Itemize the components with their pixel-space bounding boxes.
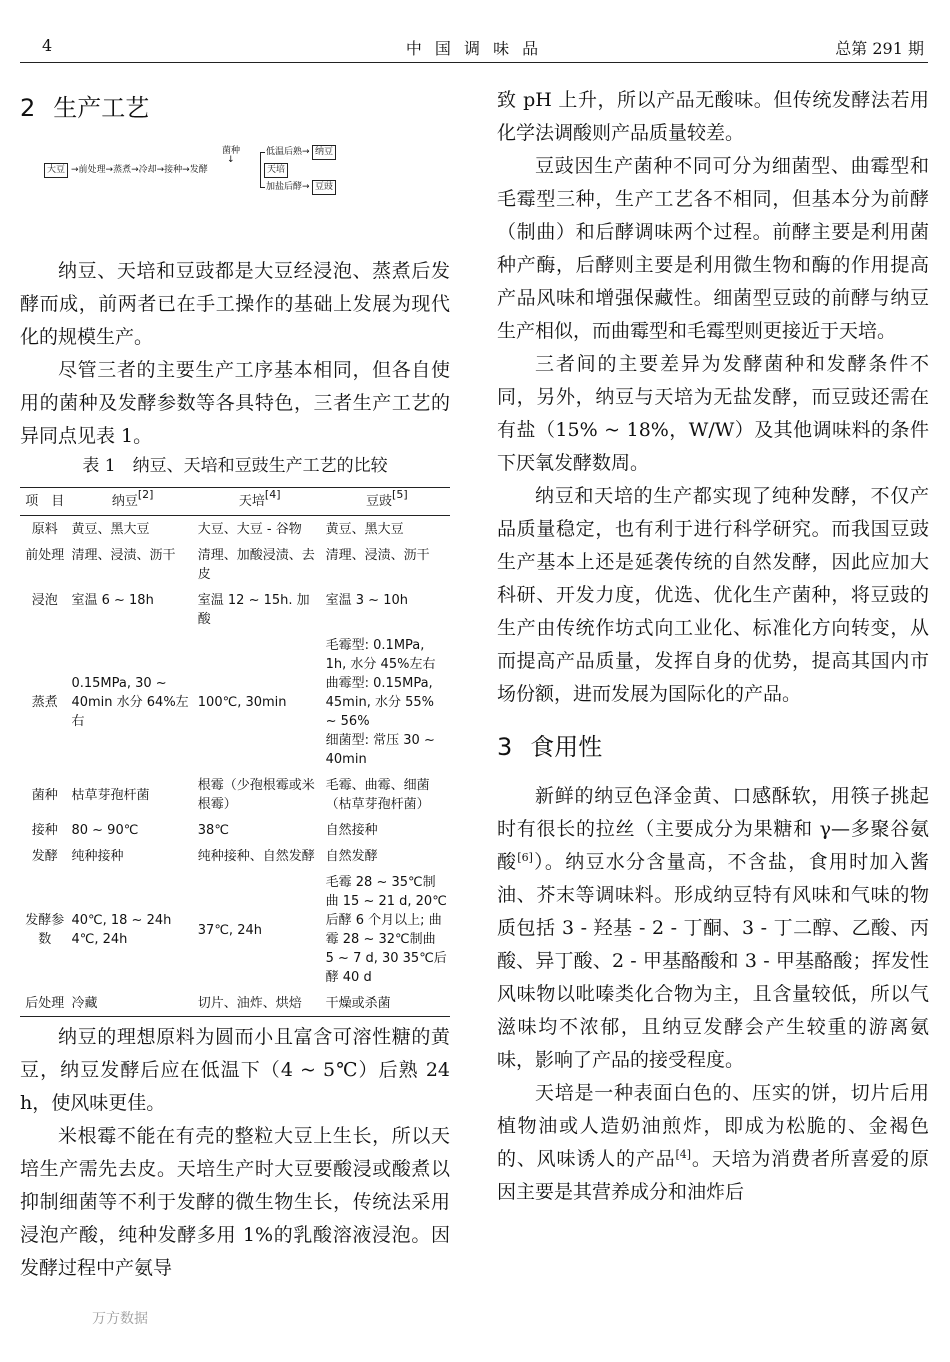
- running-header: [20, 34, 928, 63]
- table-row: 接种 80 ~ 90℃ 38℃ 自然接种: [31, 823, 378, 838]
- journal-title: 中 国 调 味 品: [405, 39, 543, 58]
- page-number: 4: [42, 36, 53, 55]
- flow-soybean-box: 大豆: [44, 163, 68, 178]
- flow-branch-bottom-connector: [260, 187, 265, 188]
- paragraph: 米根霉不能在有壳的整粒大豆上生长，所以天培生产需先去皮。天培生产时大豆要酸浸或酸煮以抑制细菌等不利于发酵的微生物生长，传统法采用浸泡产酸，纯种发酵多用 1%的乳酸溶液浸泡。因发酵过程中产氨导: [20, 1125, 450, 1279]
- paragraph: 致 pH 上升，所以产品无酸味。但传统发酵法若用化学法调酸则产品质量较差。: [497, 89, 929, 144]
- table-row: 浸泡 室温 6 ~ 18h 室温 12 ~ 15h. 加酸 室温 3 ~ 10h: [31, 593, 408, 627]
- table-row: 发酵 纯种接种 纯种接种、自然发酵 自然发酵: [31, 849, 378, 864]
- flow-steps: →前处理→蒸煮→冷却→接种→发酵: [71, 165, 208, 175]
- flow-branch-line: [260, 152, 261, 188]
- paragraph: 豆豉因生产菌种不同可分为细菌型、曲霉型和毛霉型三种，生产工艺各不相同，但基本分为前酵（制曲）和后酵调味两个过程。前酵主要是利用菌种产酶，后酵则主要是利用微生物和酶的作用提高产品风味和增强保藏性。细菌型豆豉的前酵与纳豆生产相似，而曲霉型和毛霉型则更接近于天培。: [497, 155, 929, 342]
- citation: [4]: [675, 1148, 692, 1161]
- th-tempeh: 天培[4]: [238, 488, 281, 509]
- paragraph: 纳豆、天培和豆豉都是大豆经浸泡、蒸煮后发酵而成，前两者已在手工操作的基础上发展为现代化的规模生产。: [20, 260, 450, 348]
- flow-bottom-process: 加盐后酵→: [266, 182, 310, 192]
- comparison-table: [20, 487, 450, 1017]
- table-header-row: [20, 488, 450, 516]
- table-caption: 表 1 纳豆、天培和豆豉生产工艺的比较: [82, 456, 388, 476]
- paragraph: 三者间的主要差异为发酵菌种和发酵条件不同，另外，纳豆与天培为无盐发酵，而豆豉还需在有盐（15% ~ 18%，W/W）及其他调味料的条件下厌氧发酵数周。: [497, 353, 929, 474]
- citation: [6]: [517, 851, 533, 864]
- left-column: [20, 84, 450, 1285]
- table-row: 前处理 清理、浸渍、沥干 清理、加酸浸渍、去皮 清理、浸渍、沥干: [25, 548, 430, 582]
- paragraph: 纳豆的理想原料为圆而小且富含可溶性糖的黄豆，纳豆发酵后应在低温下（4 ~ 5℃）后熟 24 h，使风味更佳。: [20, 1026, 450, 1114]
- paragraph: 天培是一种表面白色的、压实的饼，切片后用植物油或人造奶油煎炸，即成为松脆的、金褐色的、风味诱人的产品[4]。天培为消费者所喜爱的原因主要是其营养成分和油炸后: [497, 1082, 929, 1203]
- section-number: 2: [20, 94, 36, 122]
- flow-top-process: 低温后熟→: [266, 147, 310, 157]
- paragraph: 尽管三者的主要生产工序基本相同，但各自使用的菌种及发酵参数等各具特色，三者生产工艺的异同点见表 1。: [20, 359, 450, 447]
- table-row: 原料 黄豆、黑大豆 大豆、大豆 - 谷物 黄豆、黑大豆: [31, 522, 404, 537]
- paragraph: 新鲜的纳豆色泽金黄、口感酥软，用筷子挑起时有很长的拉丝（主要成分为果糖和 γ—多聚谷氨酸[6]）。纳豆水分含量高，不含盐，食用时加入酱油、芥末等调味料。形成纳豆特有风味和气味的物质包括 3 - 羟基 - 2 - 丁酮、3 - 丁二醇、乙酸、丙酸、异丁酸、2 - 甲基酪酸和 3 - 甲基酪酸；挥发性风味物以吡嗪类化合物为主，且含量较低，所以气滋味均不浓郁，且纳豆发酵会产生较重的游离氨味，影响了产品的接受程度。: [497, 785, 929, 1071]
- right-column: [497, 84, 929, 1209]
- paragraph: 纳豆和天培的生产都实现了纯种发酵，不仅产品质量稳定，也有利于进行科学研究。而我国豆豉生产基本上还是延袭传统的自然发酵，因此应加大科研、开发力度，优选、优化生产菌种，将豆豉的生产由传统作坊式向工业化、标准化方向转变，从而提高产品质量，发挥自身的优势，提高其国内市场份额，进而发展为国际化的产品。: [497, 485, 929, 705]
- watermark: 万方数据: [92, 1311, 148, 1327]
- table-row: 蒸煮 0.15MPa, 30 ~ 40min 水分 64%左右 100℃, 30min 毛霉型: 0.1MPa, 1h, 水分 45%左右 曲霉型: 0.15MPa, 45min, 水分 55% ~ 56% 细菌型: 常压 30 ~ 40min: [31, 638, 436, 767]
- flow-natto-box: 纳豆: [312, 145, 336, 160]
- table-row: 菌种 枯草芽孢杆菌 根霉（少孢根霉或米根霉） 毛霉、曲霉、细菌（枯草芽孢杆菌）: [31, 778, 430, 812]
- issue-number: 总第 291 期: [835, 39, 924, 58]
- section-title: 生产工艺: [53, 94, 150, 122]
- flow-starter-label: 菌种: [222, 146, 241, 156]
- flow-starter-arrow: ↓: [227, 155, 235, 165]
- th-item: 项 目: [25, 494, 65, 509]
- th-douchi: 豆豉[5]: [366, 488, 408, 509]
- table-row: 发酵参数 40℃, 18 ~ 24h 4℃, 24h 37℃, 24h 毛霉 28 ~ 35℃制曲 15 ~ 21 d, 20℃后酵 6 个月以上; 曲霉 28 ~ 32℃制曲 5 ~ 7 d, 30 35℃后酵 40 d: [25, 875, 447, 985]
- section-2-heading: [20, 88, 450, 123]
- flow-tempeh-box: 天培: [264, 163, 288, 178]
- table-row: 后处理 冷藏 切片、油炸、烘焙 干燥或杀菌: [20, 990, 450, 1017]
- section-title: 食用性: [530, 733, 603, 761]
- process-flow-diagram: [42, 145, 450, 215]
- flow-branch-top-connector: [260, 152, 265, 153]
- section-number: 3: [497, 733, 513, 761]
- th-natto: 纳豆[2]: [111, 488, 154, 509]
- flow-douchi-box: 豆豉: [312, 180, 336, 195]
- section-3-heading: [497, 727, 929, 762]
